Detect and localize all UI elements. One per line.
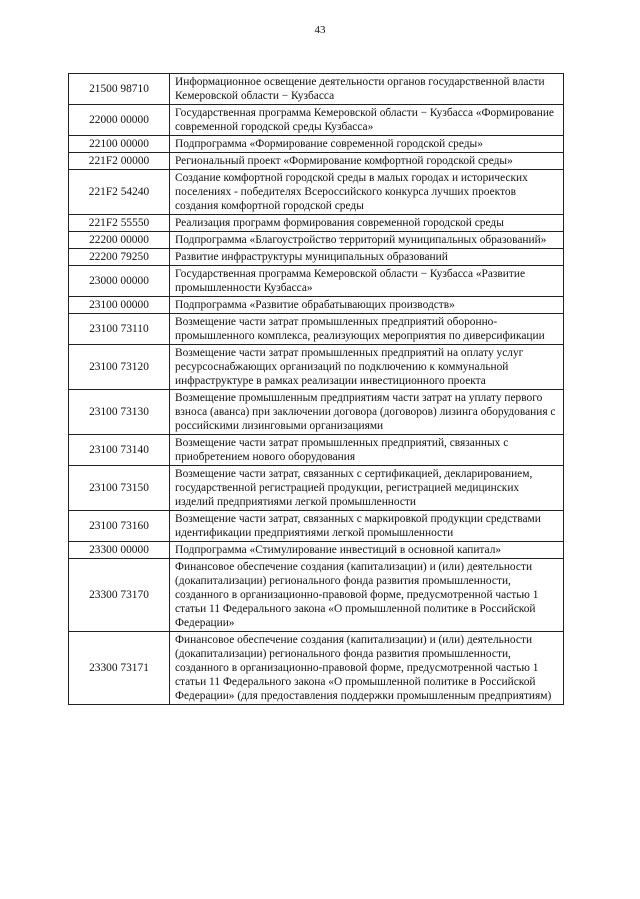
table-row [69,314,564,345]
row-code: 23100 73120 [69,345,170,390]
row-description: Государственная программа Кемеровской области − Кузбасса «Формирование современной городской среды Кузбасса» [170,105,564,136]
row-description: Подпрограмма «Стимулирование инвестиций в основной капитал» [170,542,564,559]
row-code: 22000 00000 [69,105,170,136]
row-description: Реализация программ формирования современной городской среды [170,215,564,232]
table-row [69,170,564,215]
table-row [69,153,564,170]
row-description: Возмещение части затрат, связанных с сертификацией, декларированием, государственной регистрацией продукции, регистрацией медицинских изделий предприятиями легкой промышленности [170,466,564,511]
table-row [69,466,564,511]
row-description: Финансовое обеспечение создания (капитализации) и (или) деятельности (докапитализации) регионального фонда развития промышленности, созданного в организационно-правовой форме, предусмотренной частью 1 статьи 11 Федерального закона «О промышленной политике в Российской Федерации» [170,559,564,632]
table-row [69,74,564,105]
row-description: Государственная программа Кемеровской области − Кузбасса «Развитие промышленности Кузбасса» [170,266,564,297]
row-description: Финансовое обеспечение создания (капитализации) и (или) деятельности (докапитализации) регионального фонда развития промышленности, созданного в организационно-правовой форме, предусмотренной частью 1 статьи 11 Федерального закона «О промышленной политике в Российской Федерации» (для предоставления поддержки промышленным предприятиям) [170,632,564,705]
row-code: 23100 73160 [69,511,170,542]
table-row [69,390,564,435]
table-row [69,632,564,705]
row-code: 23100 00000 [69,297,170,314]
row-description: Информационное освещение деятельности органов государственной власти Кемеровской области − Кузбасса [170,74,564,105]
row-description: Возмещение промышленным предприятиям части затрат на уплату первого взноса (аванса) при заключении договора (договоров) лизинга оборудования с российскими лизинговыми организациями [170,390,564,435]
row-code: 23300 73170 [69,559,170,632]
row-code: 23100 73130 [69,390,170,435]
row-description: Развитие инфраструктуры муниципальных образований [170,249,564,266]
row-code: 22200 00000 [69,232,170,249]
table-row [69,542,564,559]
row-description: Возмещение части затрат промышленных предприятий, связанных с приобретением нового оборудования [170,435,564,466]
table-row [69,559,564,632]
row-code: 22200 79250 [69,249,170,266]
row-description: Подпрограмма «Благоустройство территорий муниципальных образований» [170,232,564,249]
row-description: Подпрограмма «Формирование современной городской среды» [170,136,564,153]
row-description: Региональный проект «Формирование комфортной городской среды» [170,153,564,170]
row-code: 23300 73171 [69,632,170,705]
row-description: Возмещение части затрат промышленных предприятий на оплату услуг ресурсоснабжающих организаций по подключению к коммунальной инфраструктуре в рамках реализации инвестиционного проекта [170,345,564,390]
row-code: 23100 73150 [69,466,170,511]
budget-classification-table-container [68,73,564,705]
row-code: 22100 00000 [69,136,170,153]
table-row [69,297,564,314]
row-code: 221F2 55550 [69,215,170,232]
row-code: 21500 98710 [69,74,170,105]
table-row [69,435,564,466]
table-row [69,232,564,249]
row-description: Возмещение части затрат, связанных с маркировкой продукции средствами идентификации предприятиями легкой промышленности [170,511,564,542]
row-code: 23100 73140 [69,435,170,466]
row-code: 23000 00000 [69,266,170,297]
budget-classification-table [68,73,564,705]
table-row [69,266,564,297]
row-code: 23300 00000 [69,542,170,559]
row-code: 23100 73110 [69,314,170,345]
row-code: 221F2 00000 [69,153,170,170]
table-row [69,511,564,542]
table-row [69,136,564,153]
row-description: Создание комфортной городской среды в малых городах и исторических поселениях - победителях Всероссийского конкурса лучших проектов создания комфортной городской среды [170,170,564,215]
table-row [69,345,564,390]
table-row [69,249,564,266]
table-row [69,215,564,232]
page-number: 43 [314,24,326,36]
table-row [69,105,564,136]
row-description: Подпрограмма «Развитие обрабатывающих производств» [170,297,564,314]
row-description: Возмещение части затрат промышленных предприятий оборонно-промышленного комплекса, реализующих мероприятия по диверсификации [170,314,564,345]
row-code: 221F2 54240 [69,170,170,215]
